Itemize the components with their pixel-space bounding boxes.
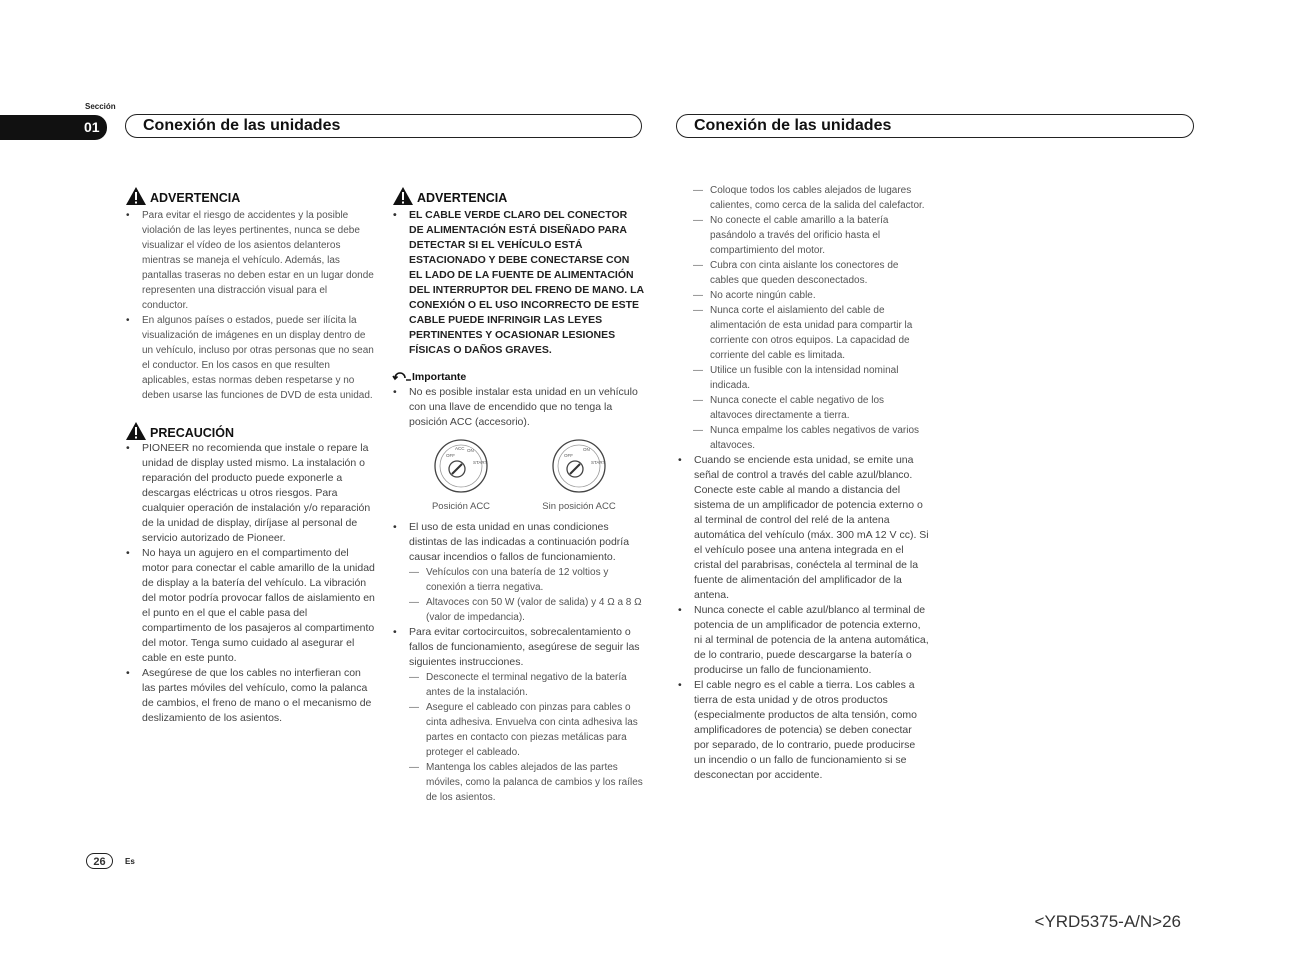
key-label: ON — [583, 447, 590, 452]
sub-item: — Cubra con cinta aislante los conectores de cables que queden desconectados. — [693, 258, 929, 288]
section-label: Sección — [85, 102, 116, 111]
item-text: El uso de esta unidad en unas condiciones distintas de las indicadas a continuación podría causar incendios o fallos de funcionamiento. — [409, 521, 630, 563]
column-3 — [693, 183, 929, 783]
column-2 — [392, 186, 644, 805]
caution-list — [125, 441, 375, 726]
key-without-acc — [520, 438, 638, 514]
warning-title: ADVERTENCIA — [417, 191, 508, 205]
sub-item: — Vehículos con una batería de 12 voltios y conexión a tierra negativa. — [409, 565, 644, 595]
sub-item: — No conecte el cable amarillo a la batería pasándolo a través del orificio hasta el compartimiento del motor. — [693, 213, 929, 258]
list-item — [392, 520, 644, 625]
sub-list — [409, 565, 644, 625]
key-label: OFF — [446, 453, 455, 458]
list-item — [392, 625, 644, 805]
warning-triangle-icon — [392, 186, 414, 206]
key-caption: Posición ACC — [431, 501, 491, 512]
sub-item: — Utilice un fusible con la intensidad nominal indicada. — [693, 363, 929, 393]
warning-title: ADVERTENCIA — [150, 191, 241, 205]
warning-triangle-icon — [125, 186, 147, 206]
sub-item: — Mantenga los cables alejados de las partes móviles, como la palanca de cambios y los raíles de los asientos. — [409, 760, 644, 805]
caution-title: PRECAUCIÓN — [150, 426, 235, 440]
section-number: 01 — [84, 119, 100, 135]
warning-list — [125, 208, 375, 403]
conditions-list — [392, 520, 644, 805]
item-text: Para evitar cortocircuitos, sobrecalentamiento o fallos de funcionamiento, asegúrese de seguir las siguientes instrucciones. — [409, 626, 640, 668]
important-list — [392, 385, 644, 430]
sub-item: — Altavoces con 50 W (valor de salida) y 4 Ω a 8 Ω (valor de impedancia). — [409, 595, 644, 625]
list-item: • No es posible instalar esta unidad en un vehículo con una llave de encendido que no tenga la posición ACC (accesorio). — [392, 385, 644, 430]
key-label: ON — [467, 448, 474, 453]
important-heading — [392, 370, 644, 385]
sub-item: — Nunca empalme los cables negativos de varios altavoces. — [693, 423, 929, 453]
sub-item: — Nunca corte el aislamiento del cable de alimentación de esta unidad para compartir la corriente con otros equipos. La capacidad de corriente del cable es limitada. — [693, 303, 929, 363]
document-reference: <YRD5375-A/N>26 — [1034, 912, 1181, 931]
key-label: ACC — [455, 446, 465, 451]
list-item: • Cuando se enciende esta unidad, se emite una señal de control a través del cable azul/blanco. Conecte este cable al mando a distancia del sistema de un amplificador de potencia externo o al terminal de control del relé de la antena automática del vehículo (máx. 300 mA 12 V cc). Si el vehículo posee una antena integrada en el cristal del parabrisas, conéctela al terminal de la fuente de alimentación del amplificador de la antena. — [677, 453, 929, 603]
warning-heading — [392, 186, 644, 206]
ignition-switch-no-acc-icon — [551, 438, 607, 494]
ignition-key-figure — [402, 438, 644, 514]
list-item: • No haya un agujero en el compartimento del motor para conectar el cable amarillo de la unidad de display a la batería del vehículo. La vibración del motor podría provocar fallos de aislamiento en el punto en el que el cable pasa del compartimento de los pasajeros al compartimento del motor. Tenga sumo cuidado al asegurar el cable en este punto. — [125, 546, 375, 666]
caution-heading — [125, 421, 375, 441]
page-header-left: Conexión de las unidades — [125, 114, 642, 138]
sub-item: — Nunca conecte el cable negativo de los altavoces directamente a tierra. — [693, 393, 929, 423]
column-1 — [125, 186, 375, 726]
key-label: OFF — [564, 453, 573, 458]
language-code: Es — [125, 857, 135, 866]
sub-list — [409, 670, 644, 805]
list-item: • El cable negro es el cable a tierra. Los cables a tierra de esta unidad y de otros productos (especialmente productos de alta tensión, como amplificadores de potencia) se deben conectar por separado, de lo contrario, puede producirse un incendio o un fallo de funcionamiento si se desconectan por accidente. — [677, 678, 929, 783]
list-item: • Para evitar el riesgo de accidentes y la posible violación de las leyes pertinentes, nunca se debe visualizar el vídeo de los asientos delanteros mientras se maneja el vehículo. Además, las pantallas traseras no deben estar en un lugar donde representen una distracción visual para el conductor. — [125, 208, 375, 313]
key-with-acc — [402, 438, 520, 514]
page-number: 26 — [86, 853, 113, 869]
warning-list — [392, 208, 644, 358]
key-caption: Sin posición ACC — [542, 501, 616, 512]
warning-heading — [125, 186, 375, 206]
sub-item: — Desconecte el terminal negativo de la batería antes de la instalación. — [409, 670, 644, 700]
important-title: Importante — [412, 371, 467, 383]
wiring-notes-list — [677, 453, 929, 783]
warning-triangle-icon — [125, 421, 147, 441]
important-note-icon — [392, 371, 412, 385]
instruction-dash-list — [693, 183, 929, 453]
key-label: START — [473, 460, 488, 465]
ignition-switch-acc-icon — [433, 438, 489, 494]
list-item: • EL CABLE VERDE CLARO DEL CONECTOR DE ALIMENTACIÓN ESTÁ DISEÑADO PARA DETECTAR SI EL VEHÍCULO ESTÁ ESTACIONADO Y DEBE CONECTARSE CON EL LADO DE LA FUENTE DE ALIMENTACIÓN DEL INTERRUPTOR DEL FRENO DE MANO. LA CONEXIÓN O EL USO INCORRECTO DE ESTE CABLE PUEDE INFRINGIR LAS LEYES PERTINENTES Y OCASIONAR LESIONES FÍSICAS O DAÑOS GRAVES. — [392, 208, 644, 358]
list-item: • Asegúrese de que los cables no interfieran con las partes móviles del vehículo, como la palanca de cambios, el freno de mano o el mecanismo de deslizamiento de los asientos. — [125, 666, 375, 726]
page-header-right: Conexión de las unidades — [676, 114, 1194, 138]
sub-item: — No acorte ningún cable. — [693, 288, 929, 303]
sub-item: — Asegure el cableado con pinzas para cables o cinta adhesiva. Envuelva con cinta adhesiva las partes en contacto con piezas metálicas para proteger el cableado. — [409, 700, 644, 760]
list-item: • PIONEER no recomienda que instale o repare la unidad de display usted mismo. La instalación o reparación del producto puede exponerle a descargas eléctricas u otros riesgos. Para cualquier operación de instalación y/o reparación de la unidad de display, diríjase al personal de servicio autorizado de Pioneer. — [125, 441, 375, 546]
sub-item: — Coloque todos los cables alejados de lugares calientes, como cerca de la salida del calefactor. — [693, 183, 929, 213]
key-label: START — [591, 460, 606, 465]
list-item: • Nunca conecte el cable azul/blanco al terminal de potencia de un amplificador de potencia externo, ni al terminal de potencia de la antena automática, de lo contrario, puede descargarse la batería o producirse un fallo de funcionamiento. — [677, 603, 929, 678]
list-item: • En algunos países o estados, puede ser ilícita la visualización de imágenes en un display dentro de un vehículo, incluso por otras personas que no sean el conductor. En los casos en que resulten aplicables, estas normas deben respetarse y no deben usarse las funciones de DVD de esta unidad. — [125, 313, 375, 403]
